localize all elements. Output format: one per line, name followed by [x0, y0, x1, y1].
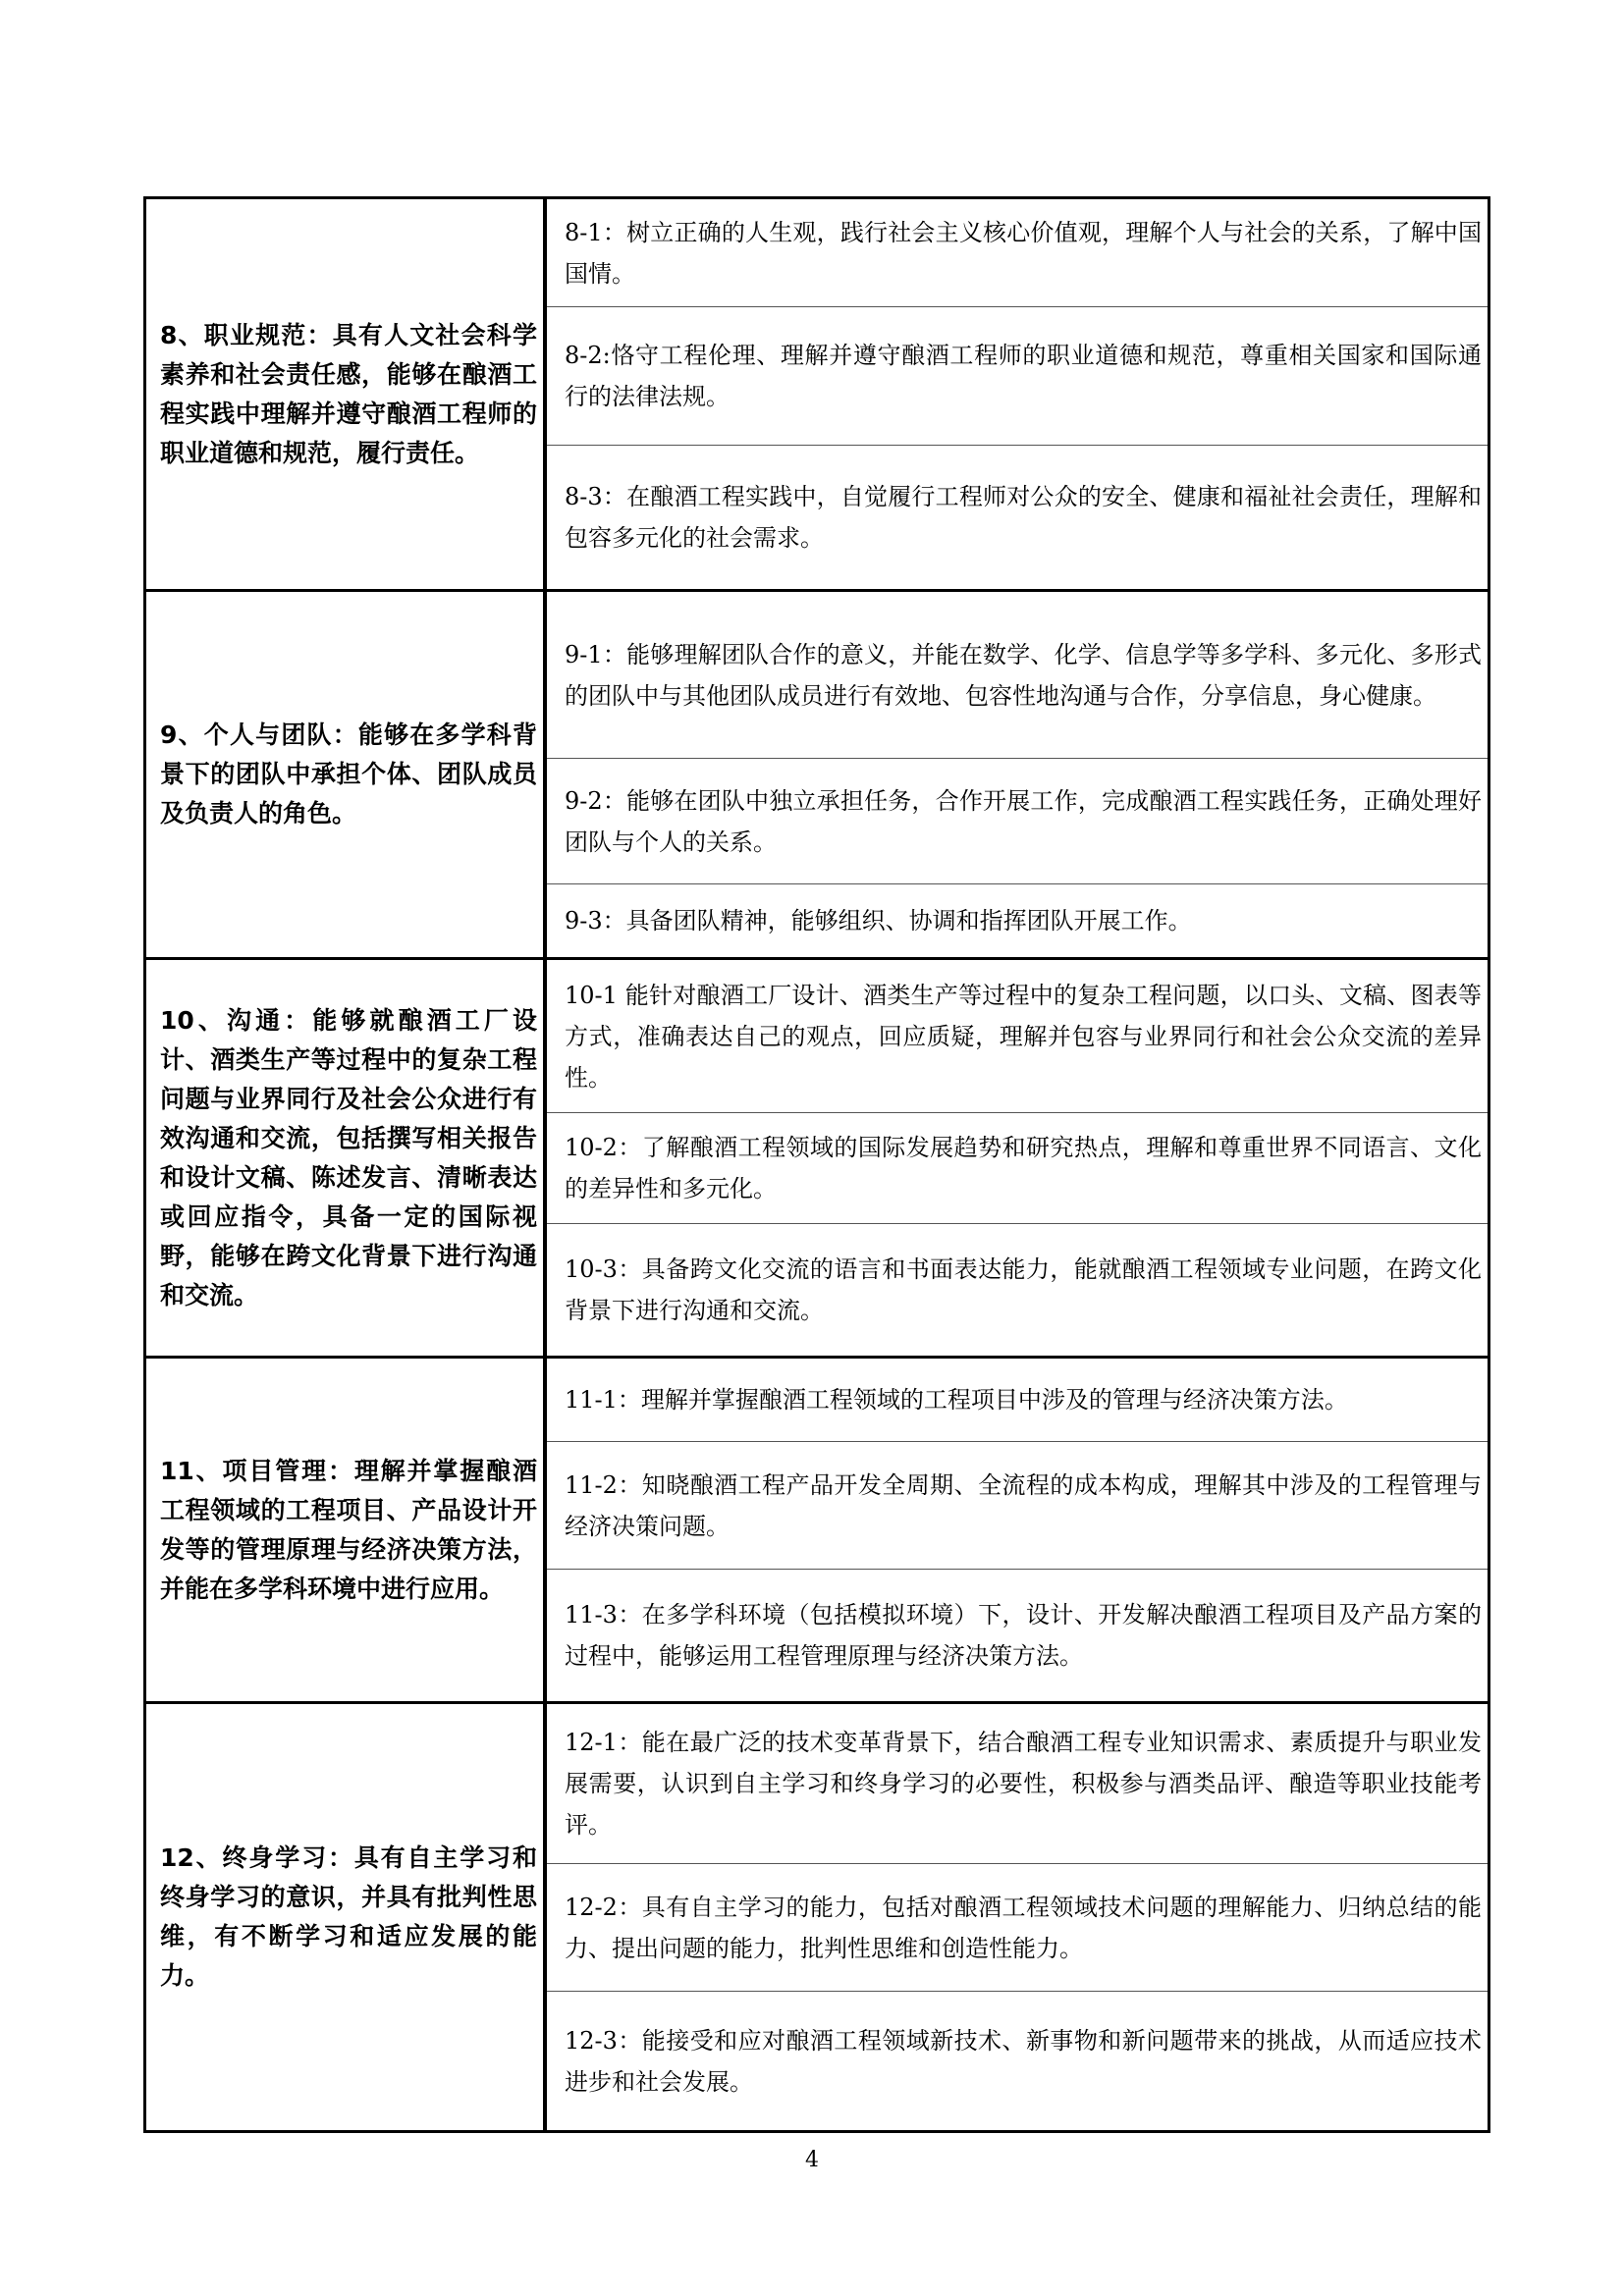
requirement-title-cell	[145, 959, 546, 1358]
requirement-row-8	[145, 198, 1489, 591]
indicator-item: 10-1 能针对酿酒工厂设计、酒类生产等过程中的复杂工程问题，以口头、文稿、图表等方式，准确表达自己的观点，回应质疑，理解并包容与业界同行和社会公众交流的差异性。	[547, 960, 1488, 1113]
graduation-requirements-table	[143, 196, 1490, 2133]
page-number: 4	[805, 2148, 819, 2172]
indicator-item: 9-1：能够理解团队合作的意义，并能在数学、化学、信息学等多学科、多元化、多形式的团队中与其他团队成员进行有效地、包容性地沟通与合作，分享信息，身心健康。	[547, 592, 1488, 759]
indicator-item: 10-3：具备跨文化交流的语言和书面表达能力，能就酿酒工程领域专业问题，在跨文化背景下进行沟通和交流。	[565, 1255, 1482, 1324]
requirement-row-10	[145, 959, 1489, 1358]
requirement-title-cell	[145, 1358, 546, 1703]
requirement-title: 12、终身学习：具有自主学习和终身学习的意识，并具有批判性思维，有不断学习和适应发展的能力。	[160, 1843, 537, 1990]
indicator-item: 11-2：知晓酿酒工程产品开发全周期、全流程的成本构成，理解其中涉及的工程管理与经济决策问题。	[547, 1442, 1488, 1570]
indicator-item: 12-2：具有自主学习的能力，包括对酿酒工程领域技术问题的理解能力、归纳总结的能力、提出问题的能力，批判性思维和创造性能力。	[547, 1864, 1488, 1992]
indicator-item: 11-1：理解并掌握酿酒工程领域的工程项目中涉及的管理与经济决策方法。	[547, 1359, 1488, 1442]
indicator-cell	[545, 1358, 1489, 1703]
indicator-item: 8-1：树立正确的人生观，践行社会主义核心价值观，理解个人与社会的关系，了解中国国情。	[547, 199, 1488, 307]
requirement-row-12	[145, 1703, 1489, 2132]
indicator-cell	[545, 959, 1489, 1358]
indicator-item: 9-3：具备团队精神，能够组织、协调和指挥团队开展工作。	[565, 907, 1192, 934]
indicator-item: 12-3：能接受和应对酿酒工程领域新技术、新事物和新问题带来的挑战，从而适应技术进步和社会发展。	[565, 2026, 1482, 2096]
indicator-item: 9-2：能够在团队中独立承担任务，合作开展工作，完成酿酒工程实践任务，正确处理好团队与个人的关系。	[547, 759, 1488, 884]
indicator-item: 10-2：了解酿酒工程领域的国际发展趋势和研究热点，理解和尊重世界不同语言、文化的差异性和多元化。	[547, 1113, 1488, 1224]
indicator-cell	[545, 591, 1489, 959]
requirement-title: 11、项目管理：理解并掌握酿酒工程领域的工程项目、产品设计开发等的管理原理与经济决策方法，并能在多学科环境中进行应用。	[160, 1456, 537, 1603]
requirement-title-cell	[145, 198, 546, 591]
requirement-row-11	[145, 1358, 1489, 1703]
indicator-cell	[545, 1703, 1489, 2132]
requirement-title: 9、个人与团队：能够在多学科背景下的团队中承担个体、团队成员及负责人的角色。	[160, 721, 537, 828]
requirement-row-9	[145, 591, 1489, 959]
indicator-item: 11-3：在多学科环境（包括模拟环境）下，设计、开发解决酿酒工程项目及产品方案的过程中，能够运用工程管理原理与经济决策方法。	[565, 1601, 1482, 1670]
indicator-item: 8-3：在酿酒工程实践中，自觉履行工程师对公众的安全、健康和福祉社会责任，理解和包容多元化的社会需求。	[565, 483, 1482, 552]
requirement-title-cell	[145, 591, 546, 959]
indicator-item: 8-2:恪守工程伦理、理解并遵守酿酒工程师的职业道德和规范，尊重相关国家和国际通行的法律法规。	[547, 307, 1488, 446]
indicator-cell	[545, 198, 1489, 591]
indicator-item: 12-1：能在最广泛的技术变革背景下，结合酿酒工程专业知识需求、素质提升与职业发展需要，认识到自主学习和终身学习的必要性，积极参与酒类品评、酿造等职业技能考评。	[547, 1704, 1488, 1864]
requirement-title: 8、职业规范：具有人文社会科学素养和社会责任感，能够在酿酒工程实践中理解并遵守酿酒工程师的职业道德和规范，履行责任。	[160, 320, 537, 467]
requirement-title-cell	[145, 1703, 546, 2132]
requirement-title: 10、沟通：能够就酿酒工厂设计、酒类生产等过程中的复杂工程问题与业界同行及社会公众进行有效沟通和交流，包括撰写相关报告和设计文稿、陈述发言、清晰表达或回应指令，具备一定的国际视野，能够在跨文化背景下进行沟通和交流。	[160, 1005, 537, 1309]
